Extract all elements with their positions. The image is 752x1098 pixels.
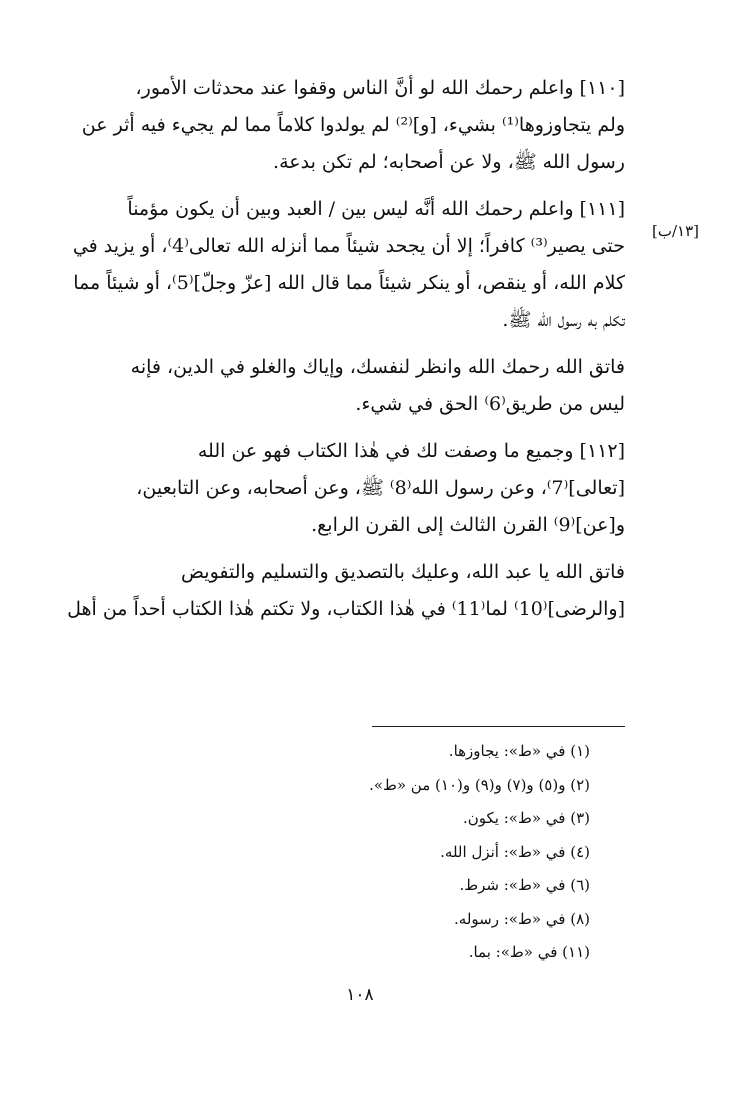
footnote-item: (١) في «ط»: يجاوزها. <box>448 742 590 760</box>
text-line: فاتق الله رحمك الله وانظر لنفسك، وإياك والغلو في الدين، فإنه <box>130 356 625 378</box>
paragraph-112 <box>40 433 625 544</box>
footnote-item: (٦) في «ط»: شرط. <box>459 876 590 894</box>
text-line: و[عن]⁽9⁾ القرن الثالث إلى القرن الرابع. <box>311 514 625 536</box>
footnote-item: (٢) و(٥) و(٧) و(٩) و(١٠) من «ط». <box>369 775 590 794</box>
paragraph-110 <box>40 70 625 181</box>
text-line: [والرضى]⁽10⁾ لما⁽11⁾ في هٰذا الكتاب، ولا تكتم هٰذا الكتاب أحداً من أهل <box>67 598 625 620</box>
text-line: [١١٢] وجميع ما وصفت لك في هٰذا الكتاب فهو عن الله <box>197 440 625 462</box>
text-line: ولم يتجاوزوها⁽¹⁾ بشيء، [و]⁽²⁾ لم يولدوا كلاماً مما لم يجيء فيه أثر عن <box>81 114 625 136</box>
footnotes-list <box>240 735 590 970</box>
footnote-item: (١١) في «ط»: بما. <box>468 943 590 961</box>
footnote-divider <box>372 726 625 727</box>
text-line: كلام الله، أو ينقص، أو ينكر شيئاً مما قال الله [عزّ وجلّ]⁽5⁾، أو شيئاً مما <box>73 272 625 294</box>
paragraph-closing <box>40 554 625 628</box>
text-line: رسول الله ﷺ، ولا عن أصحابه؛ لم تكن بدعة. <box>273 151 625 173</box>
text-line: حتى يصير⁽³⁾ كافراً؛ إلا أن يجحد شيئاً مما أنزله الله تعالى⁽4⁾، أو يزيد في <box>72 235 625 257</box>
footnote-item: (٣) في «ط»: يكون. <box>462 809 590 827</box>
text-line: ليس من طريق⁽6⁾ الحق في شيء. <box>355 393 625 415</box>
paragraph-fear-allah <box>40 349 625 423</box>
footnote-item: (٨) في «ط»: رسوله. <box>454 909 590 928</box>
text-line: فاتق الله يا عبد الله، وعليك بالتصديق والتسليم والتفويض <box>181 561 625 583</box>
text-line: [تعالى]⁽7⁾، وعن رسول الله⁽8⁾ ﷺ، وعن أصحابه، وعن التابعين، <box>136 477 625 499</box>
page-number: ١٠٨ <box>346 985 374 1005</box>
footnote-item: (٤) في «ط»: أنزل الله. <box>440 842 590 861</box>
text-line: [١١٠] واعلم رحمك الله لو أنَّ الناس وقفوا عند محدثات الأمور، <box>135 77 625 99</box>
text-line: [١١١] واعلم رحمك الله أنَّه ليس بين / العبد وبين أن يكون مؤمناً <box>127 198 625 220</box>
margin-folio-note: [١٣/ب] <box>652 222 700 240</box>
main-text-body <box>40 70 625 638</box>
paragraph-111 <box>40 191 625 339</box>
text-line: تكلم به رسول الله ﷺ. <box>502 309 625 331</box>
